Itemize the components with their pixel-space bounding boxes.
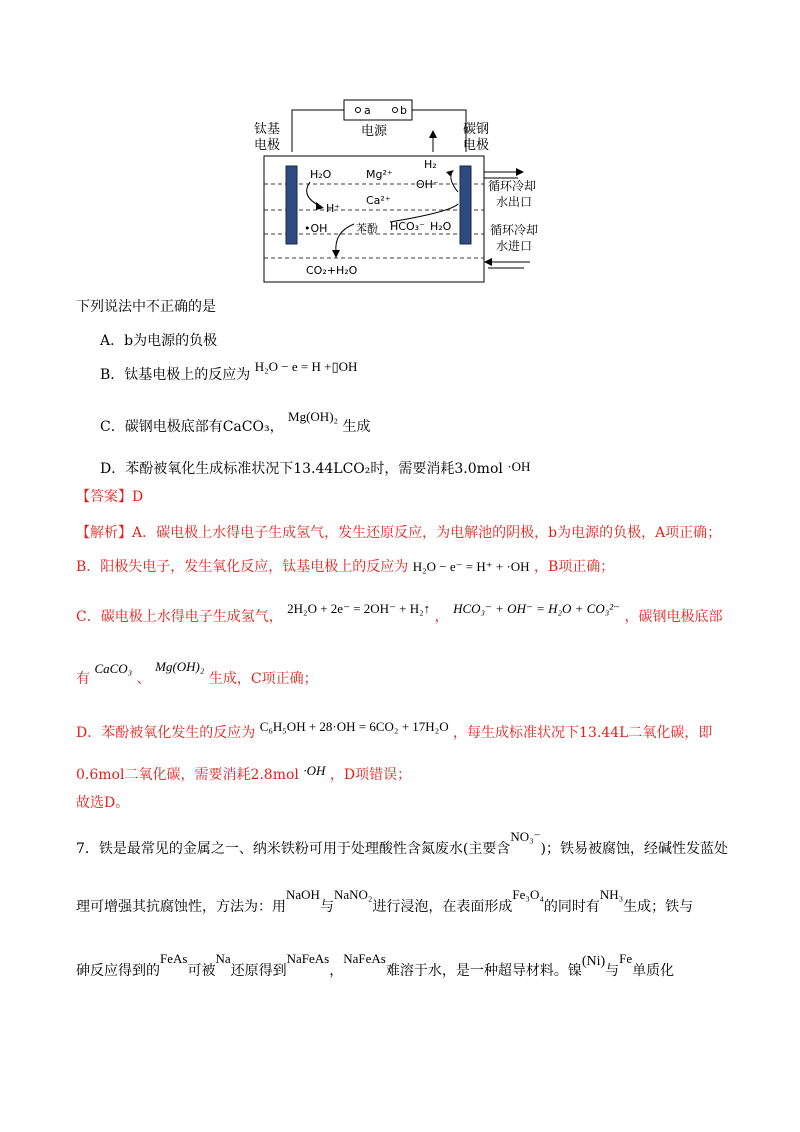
q7-l3-text-3: 还原得到 — [230, 963, 287, 979]
analysis-d2-text2: ，D项错误； — [329, 767, 412, 783]
option-a — [100, 330, 217, 350]
option-b-formula: H₂O − e = H +▯OH — [254, 359, 358, 374]
analysis-a — [76, 522, 721, 542]
q7-l1-tail: )；铁易被腐蚀，经碱性发蓝处 — [540, 841, 729, 857]
option-c-tail: 生成 — [342, 419, 371, 435]
right-electrode-label-1: 碳钢 — [463, 122, 490, 137]
analysis-c — [76, 601, 723, 626]
analysis-c2-text1: 有 — [76, 671, 90, 687]
q7-l3-text-4: ， — [329, 963, 344, 979]
cooling-inlet-label-1: 循环冷却 — [490, 223, 539, 237]
analysis-d-text1: D．苯酚被氧化发生的反应为 — [76, 725, 256, 741]
terminal-b-label: b — [400, 104, 407, 117]
q7-line-1 — [76, 829, 729, 858]
q7-l1-formula: NO₃⁻ — [510, 829, 541, 844]
terminal-a-label: a — [364, 104, 371, 117]
q7-l1-text: 7．铁是最常见的金属之一、纳米铁粉可用于处理酸性含氮废水(主要含 — [76, 841, 511, 857]
q7-l2-formula-2: NaNO₂ — [333, 887, 373, 902]
analysis-d2-formula: ·OH — [303, 763, 326, 778]
option-c — [100, 409, 371, 436]
question-stem: 下列说法中不正确的是 — [76, 299, 216, 315]
q7-l3-formula-6: Fe — [619, 951, 633, 966]
q7-l3-text-5: 难溶于水，是一种超导材料。镍 — [385, 963, 582, 979]
hco3-label: HCO₃⁻ — [390, 220, 425, 233]
products-label: CO₂+H₂O — [306, 264, 358, 277]
analysis-b-formula: H₂O − e⁻ = H⁺ + ·OH — [412, 559, 530, 574]
analysis-c2-text2: 生成，C项正确； — [208, 671, 318, 687]
q7-l2-text-1: 理可增强其抗腐蚀性，方法为：用 — [76, 899, 286, 915]
option-c-formula: Mg(OH)₂ — [288, 409, 339, 424]
analysis-b-text1: B．阳极失电子，发生氧化反应，钛基电极上的反应为 — [76, 559, 409, 575]
h-plus-label: H⁺ — [326, 202, 341, 215]
analysis-b — [76, 556, 614, 576]
cooling-inlet-label-2: 水进口 — [496, 239, 533, 253]
q7-l3-formula-3: NaFeAs — [286, 951, 330, 966]
left-electrode-label-1: 钛基 — [254, 122, 281, 137]
q7-l3-formula-1: FeAs — [160, 951, 188, 966]
h2o-left-label: H₂O — [310, 168, 332, 181]
option-d — [100, 458, 530, 478]
analysis-c2-sep: 、 — [136, 671, 151, 687]
q7-l2-formula-1: NaOH — [286, 887, 320, 902]
q7-l2-text-2: 与 — [319, 899, 334, 915]
q7-l3-text-7: 单质化 — [632, 963, 675, 979]
oh-minus-label: OH⁻ — [416, 178, 439, 191]
q7-line-2 — [76, 887, 694, 916]
analysis-c-cont — [76, 659, 318, 688]
analysis-c-formula-1: 2H₂O + 2e⁻ = 2OH⁻ + H₂↑ — [287, 601, 431, 616]
q7-l3-text-1: 砷反应得到的 — [76, 963, 160, 979]
answer-label: 【答案】 — [76, 489, 132, 505]
analysis-d-cont — [76, 764, 411, 784]
analysis-a-text: A．碳电极上水得电子生成氢气，发生还原反应，为电解池的阴极，b为电源的负极，A项正确； — [132, 525, 722, 541]
q7-line-3 — [76, 951, 675, 980]
q7-l3-formula-5: (Ni) — [581, 954, 606, 969]
option-d-text: D．苯酚被氧化生成标准状况下13.44LCO₂时，需要消耗3.0mol — [100, 461, 503, 477]
mg-ion-label: Mg²⁺ — [366, 168, 393, 181]
analysis-c-text1: C．碳电极上水得电子生成氢气， — [76, 609, 283, 625]
h2-label: H₂ — [424, 158, 437, 171]
analysis-d2-text1: 0.6mol二氧化碳，需要消耗2.8mol — [76, 767, 299, 783]
electrolysis-diagram — [240, 92, 560, 292]
q7-l3-formula-2: Na — [215, 951, 231, 966]
q7-l2-formula-4: NH₃ — [599, 887, 624, 902]
analysis-d-text2: ，每生成标准状况下13.44L二氧化碳，即 — [453, 725, 713, 741]
h2o-right-label: H₂O — [430, 220, 452, 233]
cooling-outlet-label-2: 水出口 — [496, 195, 533, 209]
power-supply-label: 电源 — [361, 124, 388, 139]
option-b — [100, 359, 358, 384]
analysis-c-sep: ， — [434, 609, 449, 625]
ca-ion-label: Ca²⁺ — [366, 194, 391, 207]
q7-l3-text-2: 可被 — [187, 963, 216, 979]
analysis-c-formula-2: HCO₃⁻ + OH⁻ = H₂O + CO₃²⁻ — [453, 601, 620, 616]
option-d-formula: ·OH — [507, 459, 531, 474]
left-electrode-label-2: 电极 — [254, 138, 281, 153]
q7-l2-text-4: 的同时有 — [543, 899, 600, 915]
phenol-label: 苯酚 — [356, 222, 378, 235]
q7-l2-text-5: 生成；铁与 — [623, 899, 694, 915]
option-c-text: C．碳钢电极底部有CaCO₃， — [100, 419, 284, 435]
q7-l2-formula-3: Fe₃O₄ — [512, 887, 544, 902]
q7-l2-text-3: 进行浸泡，在表面形成 — [372, 899, 513, 915]
analysis-c-text2: ，碳钢电极底部 — [624, 609, 723, 625]
cooling-outlet-label-1: 循环冷却 — [488, 179, 537, 193]
q7-l3-text-6: 与 — [605, 963, 620, 979]
answer-value: D — [132, 489, 144, 505]
analysis-d-formula: C₆H₅OH + 28·OH = 6CO₂ + 17H₂O — [259, 719, 449, 734]
analysis-c2-formula-2: Mg(OH)₂ — [155, 659, 205, 674]
analysis-c2-formula-1: CaCO₃ — [94, 661, 133, 676]
analysis-conclusion: 故选D。 — [76, 795, 130, 811]
oh-radical-label: •OH — [304, 222, 328, 235]
analysis-b-text2: ，B项正确； — [534, 559, 615, 575]
analysis-d — [76, 719, 713, 742]
answer-line — [76, 486, 143, 506]
analysis-label: 【解析】 — [76, 525, 132, 541]
option-b-text: B．钛基电极上的反应为 — [100, 367, 251, 383]
q7-l3-formula-4: NaFeAs — [343, 951, 386, 966]
option-a-text: A．b为电源的负极 — [100, 333, 218, 349]
right-electrode-label-2: 电极 — [463, 138, 490, 153]
